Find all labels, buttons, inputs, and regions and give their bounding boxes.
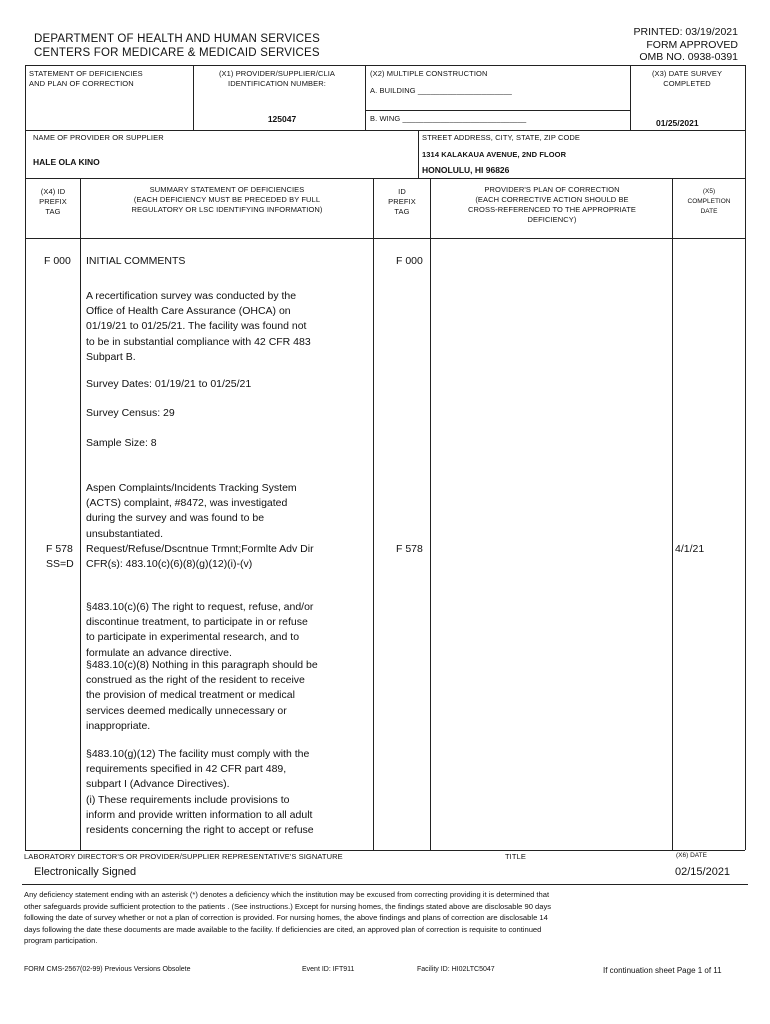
completion-date: 4/1/21 — [675, 543, 705, 555]
survey-dates: Survey Dates: 01/19/21 to 01/25/21 — [86, 378, 252, 390]
rule — [418, 130, 419, 178]
f578-title: Request/Refuse/Dscntnue Trmnt;Formlte Adv Dir — [86, 543, 314, 555]
facility-id: Facility ID: HI02LTC5047 — [417, 966, 495, 973]
rule — [365, 110, 630, 111]
scope-severity: SS=D — [46, 558, 74, 570]
x5-header: (X5) COMPLETION DATE — [687, 188, 731, 215]
rule — [25, 65, 26, 850]
recertification-paragraph: A recertification survey was conducted by the Office of Health Care Assurance (OHCA) on 01/19/21 to 01/25/21. The facility was found not to be in substantial compliance with 42 CFR 483 Subpart B. — [86, 290, 311, 363]
form-status — [634, 26, 738, 64]
rule — [193, 65, 194, 130]
rule — [25, 65, 745, 66]
rule — [25, 238, 745, 239]
complaint-paragraph: Aspen Complaints/Incidents Tracking System (ACTS) complaint, #8472, was investigated during the survey and was found to be unsubstantiated. — [86, 482, 297, 540]
department-name: DEPARTMENT OF HEALTH AND HUMAN SERVICES — [34, 33, 320, 45]
form-approved: FORM APPROVED — [646, 38, 738, 51]
signature-date-label: (X6) DATE — [676, 852, 707, 859]
tag-f578: F 578 — [46, 543, 73, 555]
department-header — [34, 32, 320, 60]
event-id: Event ID: IFT911 — [302, 966, 355, 973]
signature-label: LABORATORY DIRECTOR'S OR PROVIDER/SUPPLIER REPRESENTATIVE'S SIGNATURE — [24, 852, 343, 861]
rule — [630, 65, 631, 130]
x4-header: (X4) ID PREFIX TAG — [39, 187, 67, 216]
rule — [80, 178, 81, 850]
rule — [373, 178, 374, 850]
survey-census: Survey Census: 29 — [86, 407, 175, 419]
plan-header: PROVIDER'S PLAN OF CORRECTION (EACH CORRECTIVE ACTION SHOULD BE CROSS-REFERENCED TO THE APPROPRIATE DEFICIENCY) — [468, 185, 636, 224]
building-label: A. BUILDING ______________________ — [370, 86, 512, 95]
page-indicator: If continuation sheet Page 1 of 11 — [603, 966, 722, 975]
tag-f000: F 000 — [44, 255, 71, 267]
provider-id-label: (X1) PROVIDER/SUPPLIER/CLIA IDENTIFICATION NUMBER: — [218, 69, 336, 88]
rule — [25, 178, 745, 179]
address-label: STREET ADDRESS, CITY, STATE, ZIP CODE — [422, 133, 581, 142]
regulation-c6: §483.10(c)(6) The right to request, refuse, and/or discontinue treatment, to participate in or refuse to participate in experimental research, and to formulate an advance directive. — [86, 601, 314, 659]
omb-number: OMB NO. 0938-0391 — [639, 51, 738, 63]
sample-size: Sample Size: 8 — [86, 437, 157, 449]
signature-date: 02/15/2021 — [675, 866, 731, 878]
statement-label: STATEMENT OF DEFICIENCIES AND PLAN OF CORRECTION — [29, 69, 143, 88]
id-header: ID PREFIX TAG — [388, 187, 416, 216]
signature-value: Electronically Signed — [34, 866, 137, 878]
printed-date: PRINTED: 03/19/2021 — [633, 26, 738, 38]
address-line1: 1314 KALAKAUA AVENUE, 2ND FLOOR — [422, 150, 567, 159]
rule — [430, 178, 431, 850]
rule — [672, 178, 673, 850]
regulation-g12: §483.10(g)(12) The facility must comply with the requirements specified in 42 CFR part 489, subpart I (Advance Directives). (i) These requirements include provisions to inform and provide written information to all adult residents concerning the right to accept or refuse — [86, 748, 314, 837]
agency-name: CENTERS FOR MEDICARE & MEDICAID SERVICES — [34, 47, 320, 59]
rule — [25, 850, 745, 851]
rule — [745, 65, 746, 850]
form-number: FORM CMS-2567(02-99) Previous Versions Obsolete — [24, 966, 191, 973]
f578-cfr: CFR(s): 483.10(c)(6)(8)(g)(12)(i)-(v) — [86, 558, 253, 570]
title-label: TITLE — [505, 852, 526, 861]
rule — [25, 130, 745, 131]
provider-name-value: HALE OLA KINO — [33, 157, 100, 167]
rule — [22, 884, 748, 885]
address-line2: HONOLULU, HI 96826 — [422, 165, 510, 175]
provider-id-value: 125047 — [267, 114, 297, 124]
wing-label: B. WING _____________________________ — [370, 114, 527, 123]
multiple-construction-label: (X2) MULTIPLE CONSTRUCTION — [370, 69, 488, 78]
regulation-c8: §483.10(c)(8) Nothing in this paragraph should be construed as the right of the resident to receive the provision of medical treatment or medical services deemed medically unnecessary or inappropriate. — [86, 659, 318, 732]
disclosure-footnote: Any deficiency statement ending with an asterisk (*) denotes a deficiency which the institution may be excused from correcting providing it is determined that other safeguards provide sufficient protection to the patients . (See instructions.) Except for nursing homes, the findings stated above are disclosable 90 days following the date of survey whether or not a plan of correction is provided. For nursing homes, the above findings and plans of correction are disclosable 14 days following the date these documents are made available to the facility. If deficiencies are cited, an approved plan of correction is requisite to continued program participation. — [24, 890, 552, 946]
tag-f000-right: F 000 — [396, 255, 423, 267]
survey-date-label: (X3) DATE SURVEY COMPLETED — [651, 69, 723, 88]
tag-f578-right: F 578 — [396, 543, 423, 555]
survey-date-value: 01/25/2021 — [656, 118, 699, 128]
summary-header: SUMMARY STATEMENT OF DEFICIENCIES (EACH DEFICIENCY MUST BE PRECEDED BY FULL REGULATORY OR LSC IDENTIFYING INFORMATION) — [131, 185, 323, 214]
provider-name-label: NAME OF PROVIDER OR SUPPLIER — [33, 133, 164, 142]
initial-comments-title: INITIAL COMMENTS — [86, 255, 186, 267]
